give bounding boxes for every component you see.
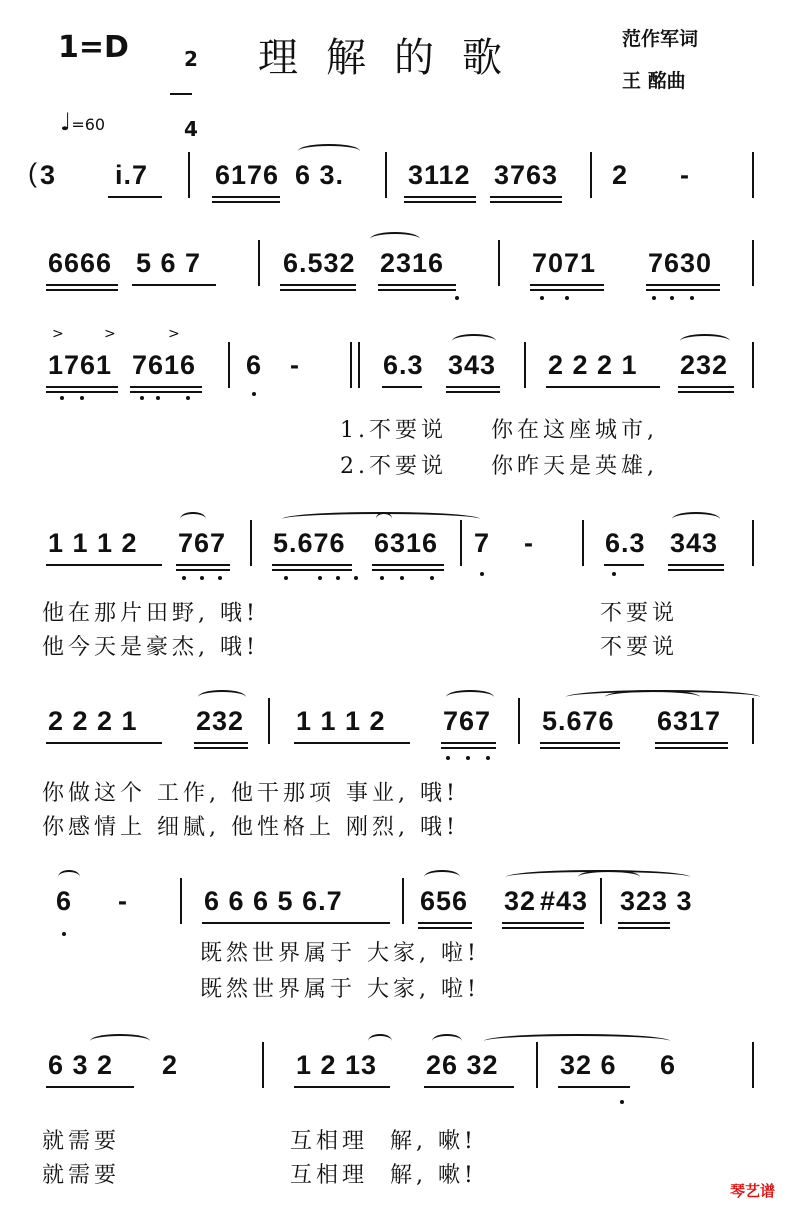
slur-arc [376, 512, 392, 526]
slur-arc [180, 512, 206, 526]
note-group: i.7 [115, 160, 149, 190]
note-group: 2 [612, 160, 629, 190]
octave-dot [186, 396, 190, 400]
key-signature: 1=D [58, 30, 129, 65]
beam-underline [108, 196, 162, 198]
bar-line [518, 698, 520, 744]
beam-underline [446, 386, 500, 388]
note-group: 767 [443, 706, 492, 736]
beam-underline [678, 391, 734, 393]
note-group: 232 [680, 350, 729, 380]
staff-row-5 [0, 706, 795, 776]
beam-underline [604, 564, 644, 566]
beam-underline [372, 569, 444, 571]
beam-underline [540, 747, 620, 749]
octave-dot [252, 392, 256, 396]
note-group: 7630 [648, 248, 713, 278]
note-group: 7071 [532, 248, 597, 278]
lyricist-credit: 范作军词 [622, 28, 699, 50]
repeat-bracket: ( [28, 158, 38, 188]
octave-dot [430, 576, 434, 580]
note-group: 6666 [48, 248, 113, 278]
octave-dot [480, 572, 484, 576]
bar-line [524, 342, 526, 388]
lyric-line: 互相理 解, 嗽! [290, 1163, 477, 1188]
beam-underline [655, 747, 728, 749]
octave-dot [612, 572, 616, 576]
note-group: 343 [448, 350, 497, 380]
bar-line [752, 152, 754, 198]
time-signature-bottom: 4 [183, 117, 198, 141]
bar-line [180, 878, 182, 924]
note-group: 6 3 2 [48, 1050, 114, 1080]
beam-underline [294, 742, 410, 744]
bar-line [188, 152, 190, 198]
beam-underline [202, 922, 390, 924]
slur-arc [58, 870, 80, 884]
slur-arc [198, 690, 246, 704]
octave-dot [620, 1100, 624, 1104]
note-group: 5.676 [273, 528, 346, 558]
note-group: 6.532 [283, 248, 356, 278]
beam-underline [378, 284, 456, 286]
note-group: 767 [178, 528, 227, 558]
staff-row-2 [0, 248, 795, 318]
quarter-note-icon: ♩ [60, 108, 72, 136]
bar-line [358, 342, 360, 388]
octave-dot [336, 576, 340, 580]
bar-line [752, 1042, 754, 1088]
beam-underline [502, 922, 584, 924]
octave-dot [284, 576, 288, 580]
lyric-line: 互相理 解, 嗽! [290, 1129, 477, 1154]
note-group: 32 [504, 886, 537, 916]
beam-underline [130, 386, 202, 388]
beam-underline [272, 564, 352, 566]
lyric-line: 不要说 [600, 635, 679, 660]
tempo-marking [60, 108, 105, 136]
slur-arc [605, 690, 700, 704]
octave-dot [455, 296, 459, 300]
bar-line [752, 698, 754, 744]
octave-dot [318, 576, 322, 580]
staff-row-3 [0, 350, 795, 420]
beam-underline [404, 201, 476, 203]
bar-line [600, 878, 602, 924]
lyric-line: 既然世界属于 大家, 啦! [200, 941, 480, 966]
slur-arc [578, 870, 640, 884]
lyric-line: 就需要 [42, 1163, 121, 1188]
bar-line [752, 240, 754, 286]
song-title: 理解的歌 [258, 35, 530, 81]
note-group: 6 3. [295, 160, 345, 190]
staff-row-1 [0, 160, 795, 230]
beam-underline [372, 564, 444, 566]
beam-underline [646, 289, 720, 291]
note-group: 656 [420, 886, 469, 916]
slur-arc [484, 1034, 670, 1048]
beam-underline [540, 742, 620, 744]
lyric-line: 他今天是豪杰, 哦! [42, 635, 259, 660]
watermark-logo: 琴艺谱 [729, 1182, 775, 1200]
beam-underline [280, 284, 356, 286]
beam-underline [668, 564, 724, 566]
slur-arc [672, 512, 720, 526]
beam-underline [668, 569, 724, 571]
octave-dot [62, 932, 66, 936]
octave-dot [540, 296, 544, 300]
note-group: 7 [474, 528, 491, 558]
bar-line [460, 520, 462, 566]
note-group: 6.3 [605, 528, 646, 558]
note-group: - [680, 160, 690, 190]
beam-underline [530, 284, 604, 286]
lyric-line: 你做这个 工作, 他干那项 事业, 哦! [42, 781, 459, 806]
note-group: 6 [660, 1050, 677, 1080]
beam-underline [46, 386, 118, 388]
beam-underline [46, 391, 118, 393]
beam-underline [441, 747, 496, 749]
bar-line [590, 152, 592, 198]
beam-underline [678, 386, 734, 388]
beam-underline [294, 1086, 390, 1088]
bar-line [262, 1042, 264, 1088]
beam-underline [558, 1086, 630, 1088]
octave-dot [182, 576, 186, 580]
accent-mark: > [168, 326, 180, 342]
note-group: - [118, 886, 128, 916]
note-group: 32 6 [560, 1050, 617, 1080]
note-group: - [524, 528, 534, 558]
note-group: 2316 [380, 248, 445, 278]
note-group: 6 [246, 350, 263, 380]
octave-dot [156, 396, 160, 400]
time-signature [170, 26, 198, 141]
beam-underline [418, 927, 472, 929]
beam-underline [212, 196, 280, 198]
octave-dot [380, 576, 384, 580]
note-group: 343 [670, 528, 719, 558]
slur-arc [424, 870, 460, 884]
octave-dot [486, 756, 490, 760]
note-group: 6176 [215, 160, 280, 190]
bar-line [250, 520, 252, 566]
beam-underline [382, 386, 422, 388]
lyric-line: 就需要 [42, 1129, 121, 1154]
note-group: 1 1 1 2 [296, 706, 386, 736]
octave-dot [80, 396, 84, 400]
beam-underline [176, 564, 230, 566]
note-group: 232 [196, 706, 245, 736]
bar-line [498, 240, 500, 286]
bar-line [268, 698, 270, 744]
slur-arc [90, 1034, 150, 1048]
octave-dot [690, 296, 694, 300]
lyric-line: 既然世界属于 大家, 啦! [200, 977, 480, 1002]
slur-arc [432, 1034, 462, 1048]
beam-underline [212, 201, 280, 203]
note-group: 1761 [48, 350, 113, 380]
octave-dot [652, 296, 656, 300]
accent-mark: > [52, 326, 64, 342]
lyric-line: 2.不要说 你昨天是英雄, [340, 454, 658, 479]
octave-dot [400, 576, 404, 580]
beam-underline [176, 569, 230, 571]
beam-underline [490, 201, 562, 203]
lyric-line: 不要说 [600, 601, 679, 626]
bar-line [536, 1042, 538, 1088]
beam-underline [132, 284, 216, 286]
beam-underline [46, 284, 118, 286]
octave-dot [354, 576, 358, 580]
beam-underline [404, 196, 476, 198]
bar-line [752, 520, 754, 566]
lyric-line: 你感情上 细腻, 他性格上 刚烈, 哦! [42, 815, 459, 840]
octave-dot [200, 576, 204, 580]
note-group: 5.676 [542, 706, 615, 736]
beam-underline [130, 391, 202, 393]
beam-underline [46, 289, 118, 291]
slur-arc [370, 232, 420, 246]
beam-underline [618, 927, 670, 929]
bar-line [402, 878, 404, 924]
note-group: 3 [40, 160, 57, 190]
bar-line [385, 152, 387, 198]
beam-underline [418, 922, 472, 924]
bar-line [350, 342, 352, 388]
slur-arc [368, 1034, 392, 1048]
beam-underline [46, 1086, 134, 1088]
accent-mark: > [104, 326, 116, 342]
note-group: 3763 [494, 160, 559, 190]
bar-line [228, 342, 230, 388]
bar-line [752, 342, 754, 388]
lyric-line: 1.不要说 你在这座城市, [340, 418, 658, 443]
tempo-value: =60 [71, 115, 106, 134]
note-group: 6317 [657, 706, 722, 736]
octave-dot [218, 576, 222, 580]
note-group: - [290, 350, 300, 380]
beam-underline [546, 386, 660, 388]
octave-dot [60, 396, 64, 400]
note-group: 1 2 13 [296, 1050, 378, 1080]
beam-underline [424, 1086, 514, 1088]
beam-underline [646, 284, 720, 286]
beam-underline [194, 742, 248, 744]
octave-dot [565, 296, 569, 300]
note-group: 26 32 [426, 1050, 499, 1080]
note-group: 323 3 [620, 886, 693, 916]
beam-underline [378, 289, 456, 291]
bar-line [258, 240, 260, 286]
note-group: 2 2 2 1 [548, 350, 638, 380]
slur-arc [298, 144, 360, 158]
composer-credit: 王 酩曲 [622, 70, 686, 92]
beam-underline [502, 927, 584, 929]
note-group: 6 6 6 5 6.7 [204, 886, 343, 916]
note-group: 7616 [132, 350, 197, 380]
note-group: 6.3 [383, 350, 424, 380]
bar-line [582, 520, 584, 566]
note-group: 2 [162, 1050, 179, 1080]
note-group: 3112 [408, 160, 471, 190]
octave-dot [670, 296, 674, 300]
note-group: 2 2 2 1 [48, 706, 138, 736]
note-group: 6 [56, 886, 73, 916]
beam-underline [446, 391, 500, 393]
staff-row-7 [0, 1050, 795, 1120]
octave-dot [466, 756, 470, 760]
slur-arc [680, 334, 730, 348]
slur-arc [452, 334, 496, 348]
note-group: 1 1 1 2 [48, 528, 138, 558]
beam-underline [530, 289, 604, 291]
beam-underline [441, 742, 496, 744]
beam-underline [655, 742, 728, 744]
time-signature-top: 2 [183, 47, 198, 71]
note-group: 5 6 7 [136, 248, 202, 278]
note-group: 6316 [374, 528, 439, 558]
beam-underline [490, 196, 562, 198]
beam-underline [46, 742, 162, 744]
octave-dot [446, 756, 450, 760]
octave-dot [140, 396, 144, 400]
lyric-line: 他在那片田野, 哦! [42, 601, 259, 626]
beam-underline [272, 569, 352, 571]
staff-row-4 [0, 528, 795, 598]
beam-underline [194, 747, 248, 749]
slur-arc [446, 690, 494, 704]
beam-underline [46, 564, 162, 566]
beam-underline [618, 922, 670, 924]
beam-underline [280, 289, 356, 291]
note-group: #43 [540, 886, 589, 916]
